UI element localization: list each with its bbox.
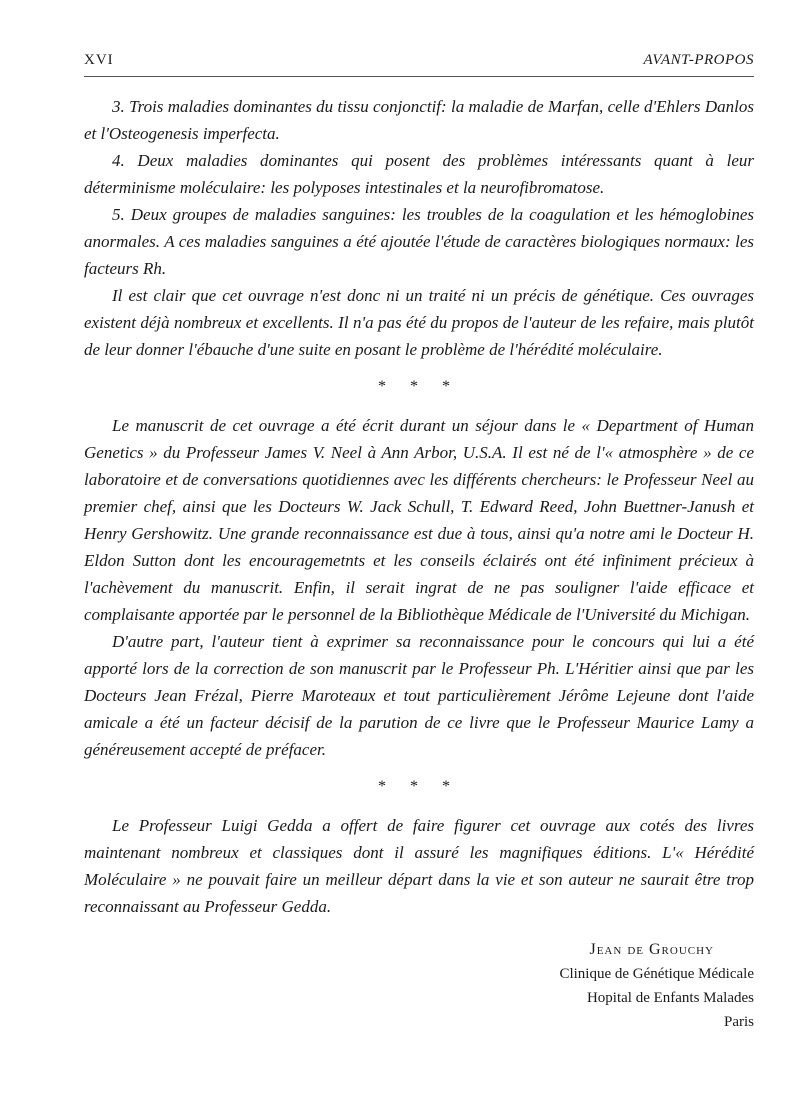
signature-block [84,938,754,1034]
paragraph-acknowledgements: D'autre part, l'auteur tient à exprimer sa reconnaissance pour le concours qui lui a été apporté lors de la correction de son manuscrit par le Professeur Ph. L'Héritier ainsi que par les Docteurs Jean Frézal, Pierre Maroteaux et tout particulièrement Jérôme Lejeune dont l'aide amicale a été un facteur décisif de la parution de ce livre que le Professeur Maurice Lamy a généreusement accepté de préfacer. [84,632,754,759]
document-page [84,52,754,1034]
author-city: Paris [724,1014,754,1030]
paragraph-purpose: Il est clair que cet ouvrage n'est donc ni un traité ni un précis de génétique. Ces ouvrages existent déjà nombreux et excellents. Il n'a pas été du propos de l'auteur de les refaire, mais plutôt de leur donner l'ébauche d'une suite en posant le problème de l'hérédité moléculaire. [84,286,754,359]
paragraph-manuscript: Le manuscrit de cet ouvrage a été écrit durant un séjour dans le « Department of Human Genetics » du Professeur James V. Neel à Ann Arbor, U.S.A. Il est né de l'« atmosphère » de ce laboratoire et de conversations quotidiennes avec les différents chercheurs: le Professeur Neel au premier chef, ainsi que les Docteurs W. Jack Schull, T. Edward Reed, John Buettner-Janush et Henry Gershowitz. Une grande reconnaissance est due à tous, ainsi qu'a notre ami le Docteur H. Eldon Sutton dont les encouragemetnts et les conseils éclairés ont été infiniment précieux à l'achèvement du manuscrit. Enfin, il serait ingrat de ne pas souligner l'aide efficace et complaisante apportée par le personnel de la Bibliothèque Médicale de l'Université du Michigan. [84,416,754,624]
page-header [84,52,754,77]
author-name: Jean de Grouchy [589,941,714,958]
section-separator: * * * [378,378,460,395]
list-item-4: 4. Deux maladies dominantes qui posent des problèmes intéressants quant à leur déterminisme moléculaire: les polyposes intestinales et la neurofibromatose. [84,151,754,197]
author-affiliation-1: Clinique de Génétique Médicale [559,966,754,982]
author-affiliation-2: Hopital de Enfants Malades [586,990,754,1006]
page-body [84,93,754,920]
section-separator-2: * * * [378,778,460,795]
running-title: AVANT-PROPOS [643,52,754,68]
page-number: XVI [84,52,114,68]
list-item-3: 3. Trois maladies dominantes du tissu conjonctif: la maladie de Marfan, celle d'Ehlers Danlos et l'Osteogenesis imperfecta. [84,97,754,143]
paragraph-gedda: Le Professeur Luigi Gedda a offert de faire figurer cet ouvrage aux cotés des livres maintenant nombreux et classiques dont il assuré les magnifiques éditions. L'« Hérédité Moléculaire » ne pouvait faire un meilleur départ dans la vie et son auteur ne saurait être trop reconnaissant au Professeur Gedda. [84,816,754,916]
list-item-5: 5. Deux groupes de maladies sanguines: les troubles de la coagulation et les hémoglobines anormales. A ces maladies sanguines a été ajoutée l'étude de caractères biologiques normaux: les facteurs Rh. [84,205,754,278]
